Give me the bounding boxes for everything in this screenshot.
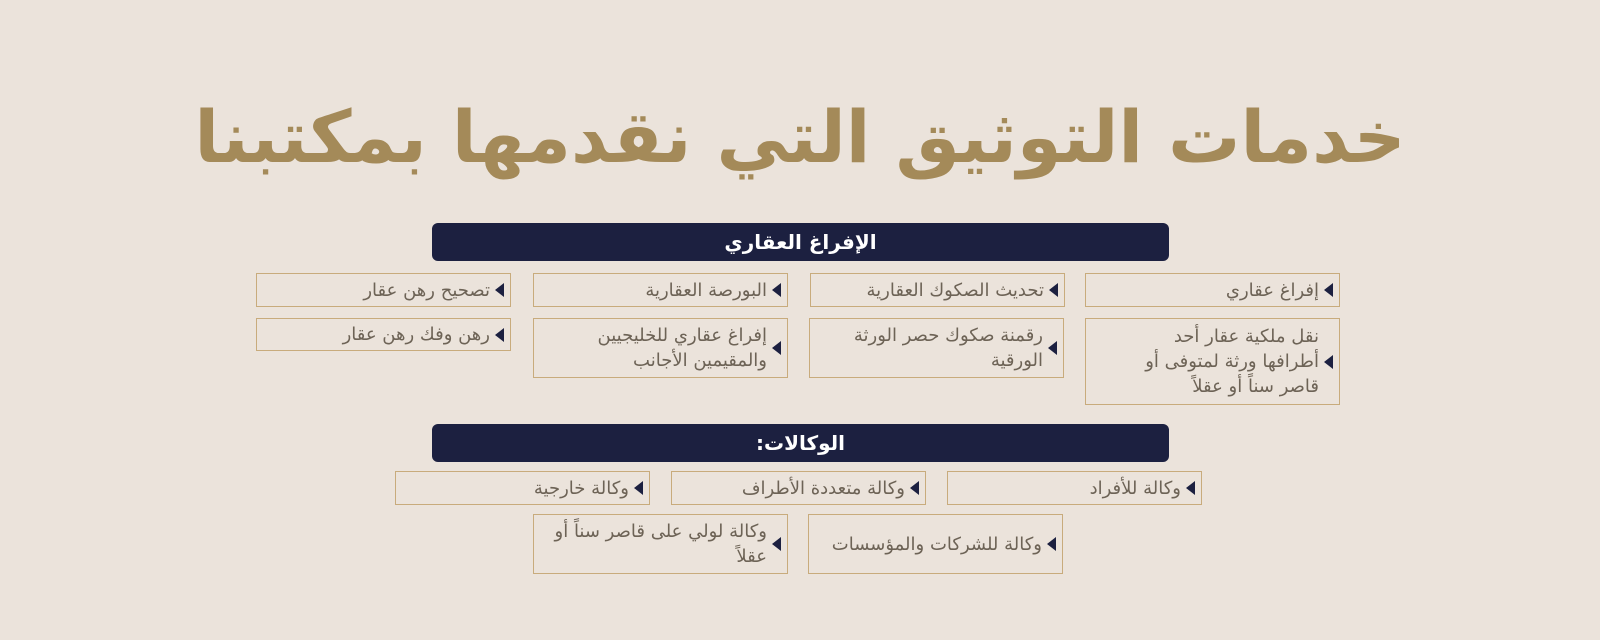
service-item-label: وكالة للأفراد <box>1089 477 1181 499</box>
service-item-label: تصحيح رهن عقار <box>363 279 490 301</box>
service-item-label-line: أطرافها ورثة لمتوفى أو <box>1145 351 1319 372</box>
service-item-label: تحديث الصكوك العقارية <box>866 279 1044 301</box>
arrow-left-icon <box>1048 341 1057 355</box>
service-item-label: وكالة خارجية <box>533 477 629 499</box>
service-item-label: رهن وفك رهن عقار <box>342 324 490 345</box>
service-item-mortgage-and-release[interactable] <box>256 318 511 351</box>
service-item-label: إفراغ عقاري <box>1225 279 1319 301</box>
service-item-label: وكالة للشركات والمؤسسات <box>831 533 1042 555</box>
arrow-left-icon <box>495 283 504 297</box>
arrow-left-icon <box>1324 283 1333 297</box>
service-item-ownership-transfer-heirs[interactable] <box>1085 318 1340 405</box>
section-heading-real-estate-transfer: الإفراغ العقاري <box>432 223 1169 261</box>
service-item-update-deeds[interactable] <box>810 273 1065 307</box>
arrow-left-icon <box>1186 481 1195 495</box>
service-item-label: وكالة متعددة الأطراف <box>741 477 905 499</box>
service-item-companies-agency[interactable] <box>808 514 1063 574</box>
section-heading-agencies: الوكالات: <box>432 424 1169 462</box>
arrow-left-icon <box>1047 537 1056 551</box>
arrow-left-icon <box>910 481 919 495</box>
service-item-label-line: قاصر سناً أو عقلاً <box>1192 376 1319 397</box>
service-item-correct-mortgage[interactable] <box>256 273 511 307</box>
arrow-left-icon <box>495 328 504 342</box>
service-item-real-estate-transfer[interactable] <box>1085 273 1340 307</box>
service-item-label-line: رقمنة صكوك حصر الورثة <box>853 325 1043 346</box>
page-title: خدمات التوثيق التي نقدمها بمكتبنا <box>194 95 1406 179</box>
arrow-left-icon <box>772 283 781 297</box>
service-item-label: البورصة العقارية <box>645 279 767 301</box>
arrow-left-icon <box>772 341 781 355</box>
service-item-guardian-agency[interactable] <box>533 514 788 574</box>
service-item-label-line: عقلاً <box>736 546 767 567</box>
service-item-external-agency[interactable] <box>395 471 650 505</box>
service-item-label-line: وكالة لولي على قاصر سناً أو <box>554 521 767 542</box>
service-item-real-estate-exchange[interactable] <box>533 273 788 307</box>
arrow-left-icon <box>1324 355 1333 369</box>
service-item-label-line: الورقية <box>990 350 1043 371</box>
service-item-digitize-inheritance-deeds[interactable] <box>809 318 1064 378</box>
service-item-label-line: إفراغ عقاري للخليجيين <box>597 325 767 346</box>
service-item-transfer-gcc-foreign-residents[interactable] <box>533 318 788 378</box>
service-item-label-line: نقل ملكية عقار أحد <box>1173 326 1319 347</box>
service-item-individual-agency[interactable] <box>947 471 1202 505</box>
service-item-label-line: والمقيمين الأجانب <box>633 350 767 371</box>
arrow-left-icon <box>634 481 643 495</box>
service-item-multi-party-agency[interactable] <box>671 471 926 505</box>
arrow-left-icon <box>772 537 781 551</box>
arrow-left-icon <box>1049 283 1058 297</box>
